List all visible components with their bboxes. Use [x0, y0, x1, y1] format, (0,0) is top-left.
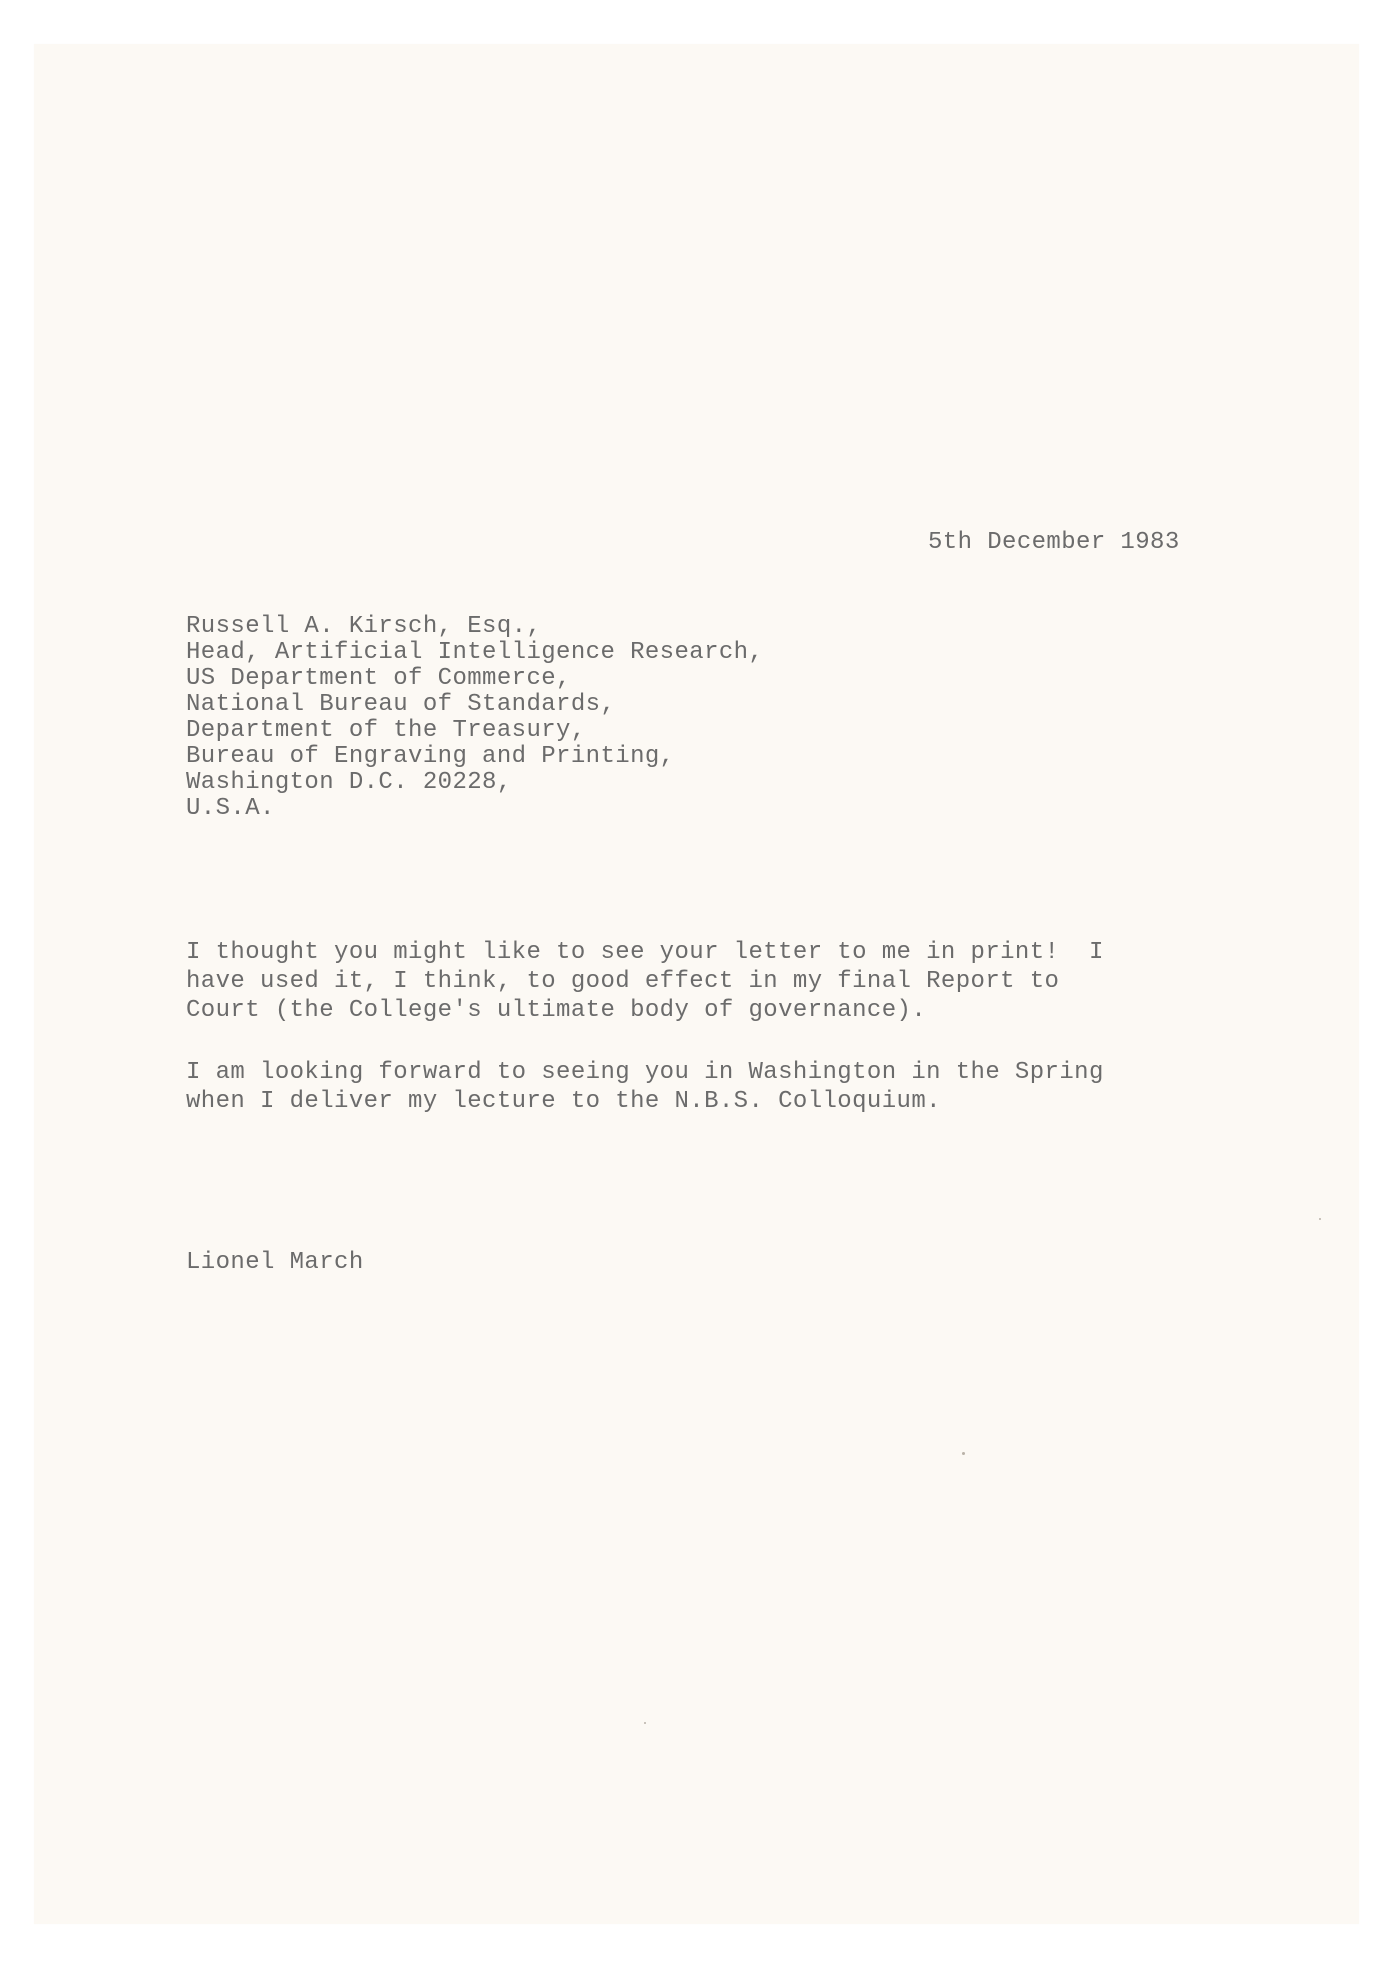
paragraph-line: Court (the College's ultimate body of governance).	[186, 997, 927, 1024]
body-paragraph-1	[186, 938, 1104, 1025]
paper-speck	[1319, 1218, 1321, 1220]
letter-page	[34, 44, 1359, 1924]
address-line: Russell A. Kirsch, Esq.,	[186, 613, 542, 640]
paper-speck	[962, 1452, 965, 1455]
paragraph-line: when I deliver my lecture to the N.B.S. Colloquium.	[186, 1088, 941, 1115]
address-line: Bureau of Engraving and Printing,	[186, 743, 675, 770]
address-line: Washington D.C. 20228,	[186, 769, 512, 796]
address-line: U.S.A.	[186, 795, 275, 822]
paper-speck	[644, 1722, 646, 1724]
paragraph-line: I am looking forward to seeing you in Washington in the Spring	[186, 1059, 1104, 1086]
address-line: Department of the Treasury,	[186, 717, 586, 744]
signature-name: Lionel March	[186, 1249, 364, 1276]
address-line: National Bureau of Standards,	[186, 691, 616, 718]
address-line: Head, Artificial Intelligence Research,	[186, 639, 764, 666]
body-paragraph-2	[186, 1058, 1104, 1116]
address-line: US Department of Commerce,	[186, 665, 571, 692]
recipient-address	[186, 614, 763, 822]
paragraph-line: have used it, I think, to good effect in my final Report to	[186, 968, 1060, 995]
paragraph-line: I thought you might like to see your letter to me in print! I	[186, 939, 1104, 966]
letter-date: 5th December 1983	[928, 529, 1180, 556]
